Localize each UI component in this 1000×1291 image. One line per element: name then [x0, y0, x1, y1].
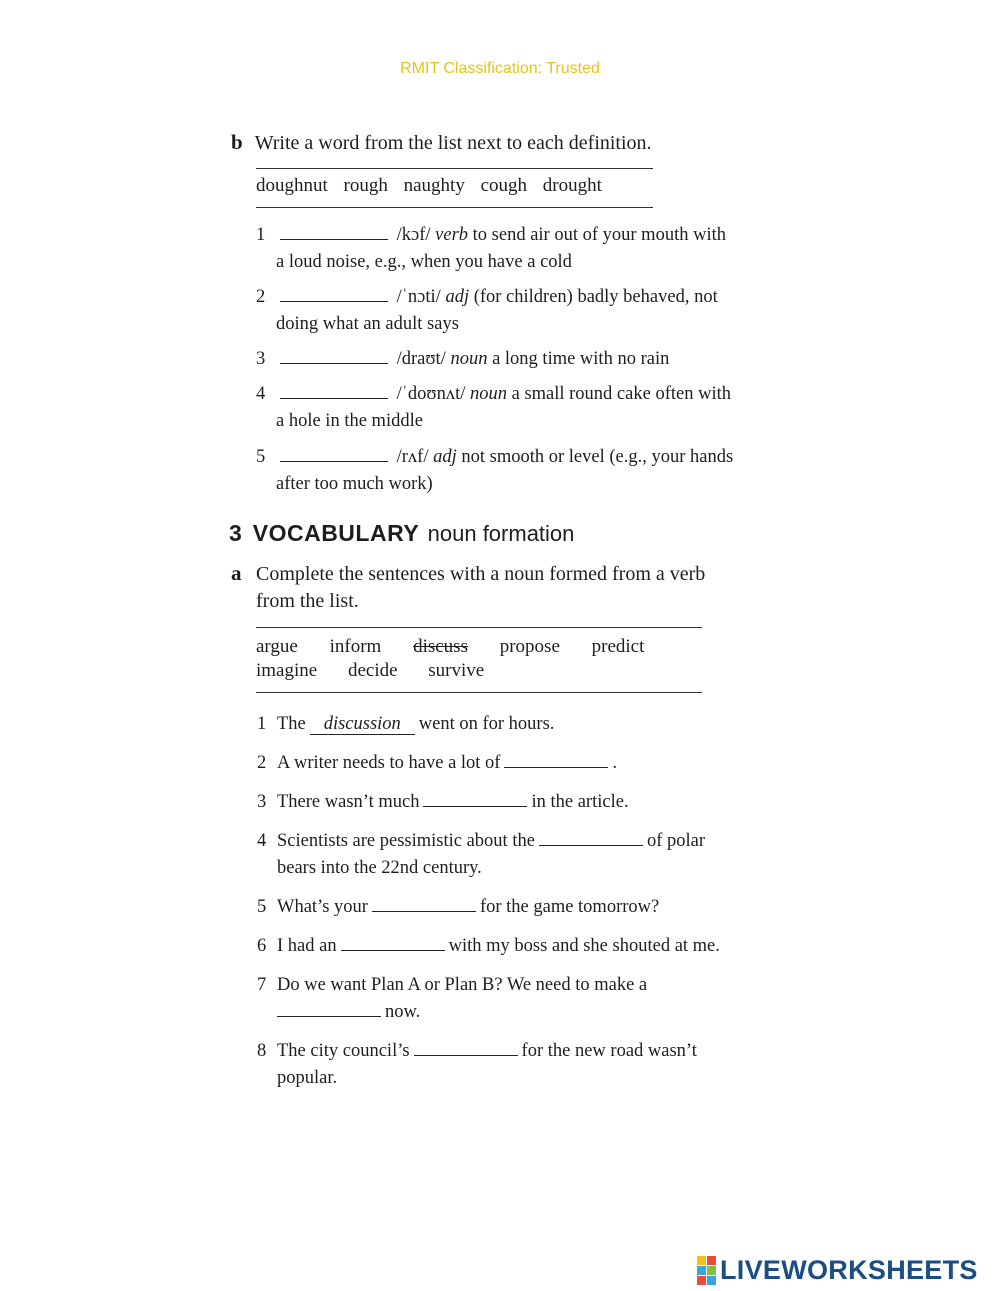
- sentence-text: now.: [385, 1002, 421, 1022]
- definition-item: [256, 381, 816, 435]
- definition-line1: not smooth or level (e.g., your hands: [461, 447, 734, 467]
- section-b-heading: [231, 130, 652, 157]
- word-list-item: drought: [542, 175, 602, 196]
- sentence-line2: bears into the 22nd century.: [277, 858, 482, 878]
- sentence-text: .: [612, 753, 618, 773]
- sentence-line2: popular.: [277, 1068, 338, 1088]
- sentence-item: [257, 828, 817, 882]
- item-number: 4: [257, 831, 267, 851]
- definition-line2: a hole in the middle: [276, 411, 423, 431]
- ipa: /kɔf/: [396, 225, 431, 245]
- ipa: /ˈdoʊnʌt/: [396, 384, 466, 404]
- sentence-text: for the new road wasn’t: [521, 1041, 697, 1061]
- section-subtitle: noun formation: [427, 521, 575, 546]
- word-list-item: inform: [329, 636, 382, 657]
- word-list-item: imagine: [256, 660, 318, 681]
- word-list-item-used: discuss: [413, 636, 468, 657]
- instruction-line2: from the list.: [256, 590, 359, 612]
- section-3a-heading: [231, 561, 242, 586]
- sentence-text: I had an: [277, 936, 337, 956]
- logo-text: LIVEWORKSHEETS: [720, 1255, 978, 1285]
- ipa: /rʌf/: [396, 447, 429, 467]
- part-of-speech: adj: [433, 447, 457, 467]
- word-list-item: naughty: [403, 175, 465, 196]
- item-number: 5: [256, 447, 266, 467]
- definition-line2: doing what an adult says: [276, 314, 459, 334]
- word-list-item: predict: [591, 636, 645, 657]
- sentence-item: [257, 711, 817, 738]
- definition-line1: to send air out of your mouth with: [472, 225, 726, 245]
- part-of-speech: noun: [469, 384, 507, 404]
- section-number: 3: [229, 520, 243, 546]
- word-list-item: argue: [256, 636, 298, 657]
- item-number: 2: [256, 287, 266, 307]
- section-3-heading: [229, 520, 574, 547]
- answer-blank[interactable]: [504, 753, 608, 768]
- sentence-text: for the game tomorrow?: [479, 897, 660, 917]
- answer-blank[interactable]: [414, 1041, 518, 1056]
- answer-blank[interactable]: [280, 287, 388, 302]
- item-number: 4: [256, 384, 266, 404]
- answer-blank[interactable]: [280, 349, 388, 364]
- sentence-text: The city council’s: [277, 1041, 410, 1061]
- item-number: 2: [257, 753, 267, 773]
- section-3a-letter: a: [231, 561, 242, 585]
- section-title: VOCABULARY: [252, 520, 420, 546]
- section-b-letter: b: [231, 130, 243, 154]
- section-b-instruction: Write a word from the list next to each definition.: [254, 132, 652, 154]
- definition-line1: a long time with no rain: [492, 349, 670, 369]
- answer-blank[interactable]: [280, 384, 388, 399]
- sentence-text: A writer needs to have a lot of: [277, 753, 501, 773]
- definition-item: [256, 284, 816, 338]
- part-of-speech: verb: [435, 225, 469, 245]
- sentence-item: [257, 1038, 817, 1092]
- definition-line2: a loud noise, e.g., when you have a cold: [276, 252, 572, 272]
- definition-item: [256, 346, 816, 373]
- sentence-text: What’s your: [277, 897, 368, 917]
- definition-line1: (for children) badly behaved, not: [473, 287, 718, 307]
- example-answer: discussion: [310, 714, 415, 735]
- word-list-item: survive: [428, 660, 485, 681]
- answer-blank[interactable]: [277, 1002, 381, 1017]
- sentence-text: Scientists are pessimistic about the: [277, 831, 535, 851]
- item-number: 3: [256, 349, 266, 369]
- classification-label: RMIT Classification: Trusted: [400, 60, 600, 77]
- word-list-item: rough: [343, 175, 388, 196]
- sentence-text: went on for hours.: [418, 714, 555, 734]
- item-number: 1: [256, 225, 266, 245]
- word-list-item: cough: [480, 175, 528, 196]
- item-number: 8: [257, 1041, 267, 1061]
- definition-item: [256, 444, 816, 498]
- answer-blank[interactable]: [539, 831, 643, 846]
- item-number: 6: [257, 936, 267, 956]
- part-of-speech: adj: [445, 287, 470, 307]
- sentence-item: [257, 750, 817, 777]
- sentence-text: The: [277, 714, 306, 734]
- item-number: 1: [257, 714, 267, 734]
- answer-blank[interactable]: [341, 936, 445, 951]
- section-3a-instruction: [256, 561, 816, 615]
- sentence-item: [257, 789, 817, 816]
- answer-blank[interactable]: [280, 447, 388, 462]
- ipa: /ˈnɔti/: [396, 287, 441, 307]
- word-list-item: propose: [499, 636, 560, 657]
- sentence-text: Do we want Plan A or Plan B? We need to make a: [277, 975, 648, 995]
- item-number: 7: [257, 975, 267, 995]
- sentence-text: with my boss and she shouted at me.: [448, 936, 720, 956]
- sentence-item: [257, 894, 817, 921]
- part-of-speech: noun: [450, 349, 488, 369]
- instruction-line1: Complete the sentences with a noun formed from a verb: [256, 563, 706, 585]
- sentence-item: [257, 972, 817, 1026]
- sentence-item: [257, 933, 837, 960]
- answer-blank[interactable]: [372, 897, 476, 912]
- definition-line1: a small round cake often with: [511, 384, 731, 404]
- ipa: /draʊt/: [396, 349, 446, 369]
- sentence-text: of polar: [646, 831, 705, 851]
- definition-item: [256, 222, 816, 276]
- definition-line2: after too much work): [276, 474, 433, 494]
- sentence-text: There wasn’t much: [277, 792, 420, 812]
- answer-blank[interactable]: [423, 792, 527, 807]
- word-list-item: doughnut: [256, 175, 328, 196]
- sentence-text: in the article.: [531, 792, 629, 812]
- word-list-item: decide: [347, 660, 398, 681]
- liveworksheets-logo: [697, 1255, 978, 1286]
- item-number: 3: [257, 792, 267, 812]
- answer-blank[interactable]: [280, 225, 388, 240]
- logo-squares-icon: [697, 1256, 716, 1285]
- section-3a-word-list: [256, 627, 702, 693]
- item-number: 5: [257, 897, 267, 917]
- section-b-word-list: [256, 168, 653, 208]
